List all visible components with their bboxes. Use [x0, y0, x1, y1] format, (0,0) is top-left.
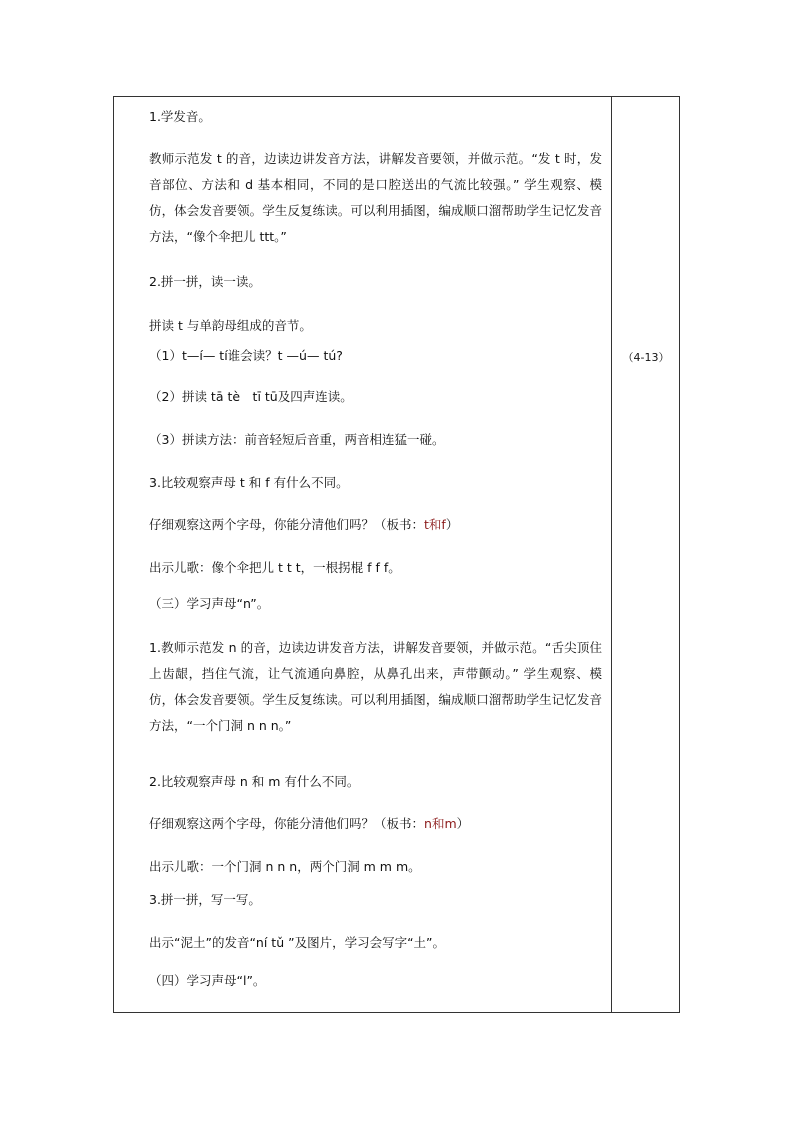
spell-item-3: （3）拼读方法：前音轻短后音重，两音相连猛一碰。 [149, 432, 445, 447]
section-learn-l: （四）学习声母“l”。 [149, 973, 266, 988]
side-note: （4-13） [622, 351, 670, 364]
observe-t-f [149, 512, 458, 538]
step-compare-t-f: 3.比较观察声母 t 和 f 有什么不同。 [149, 475, 349, 490]
observe-n-m-text: 仔细观察这两个字母，你能分清他们吗？（板书： [149, 816, 425, 831]
spell-item-1: （1）t—í— tí谁会读？t —ú— tú? [149, 348, 343, 363]
paragraph-t-demo: 教师示范发 t 的音，边读边讲发音方法，讲解发音要领，并做示范。“发 t 时，发音部位、方法和 d 基本相同，不同的是口腔送出的气流比较强。” 学生观察、模仿，体会发音要领。学生反复练读。可以利用插图，编成顺口溜帮助学生记忆发音方法，“像个伞把儿 ttt。” [149, 151, 602, 244]
observe-t-f-close: ） [445, 517, 459, 532]
lesson-table [113, 96, 680, 1013]
observe-n-m [149, 811, 469, 837]
show-nitu: 出示“泥土”的发音“ní tǔ ”及图片，学习会写字“土”。 [149, 935, 446, 950]
board-t-f: t和f [424, 517, 446, 532]
rhyme-n-m: 出示儿歌：一个门洞 n n n，两个门洞 m m m。 [149, 859, 421, 874]
rhyme-t-f: 出示儿歌：像个伞把儿 t t t，一根拐棍 f f f。 [149, 560, 401, 575]
step-compare-n-m: 2.比较观察声母 n 和 m 有什么不同。 [149, 774, 360, 789]
step-learn-pronunciation: 1.学发音。 [149, 109, 211, 124]
section-learn-n: （三）学习声母“n”。 [149, 596, 270, 611]
board-n-m: n和m [424, 816, 457, 831]
observe-n-m-close: ） [456, 816, 470, 831]
step-spell-read: 2.拼一拼，读一读。 [149, 274, 261, 289]
paragraph-n-demo: 1.教师示范发 n 的音，边读边讲发音方法，讲解发音要领，并做示范。“舌尖顶住上齿龈，挡住气流，让气流通向鼻腔，从鼻孔出来，声带颤动。” 学生观察、模仿，体会发音要领。学生反复练读。可以利用插图，编成顺口溜帮助学生记忆发音方法，“一个门洞 n n n。” [149, 640, 602, 733]
observe-t-f-text: 仔细观察这两个字母，你能分清他们吗？（板书： [149, 517, 425, 532]
step-spell-write: 3.拼一拼，写一写。 [149, 892, 261, 907]
spell-t-syllables: 拼读 t 与单韵母组成的音节。 [149, 318, 312, 333]
spell-item-2: （2）拼读 tā tè tī tū及四声连读。 [149, 389, 353, 404]
column-divider [611, 97, 612, 1012]
